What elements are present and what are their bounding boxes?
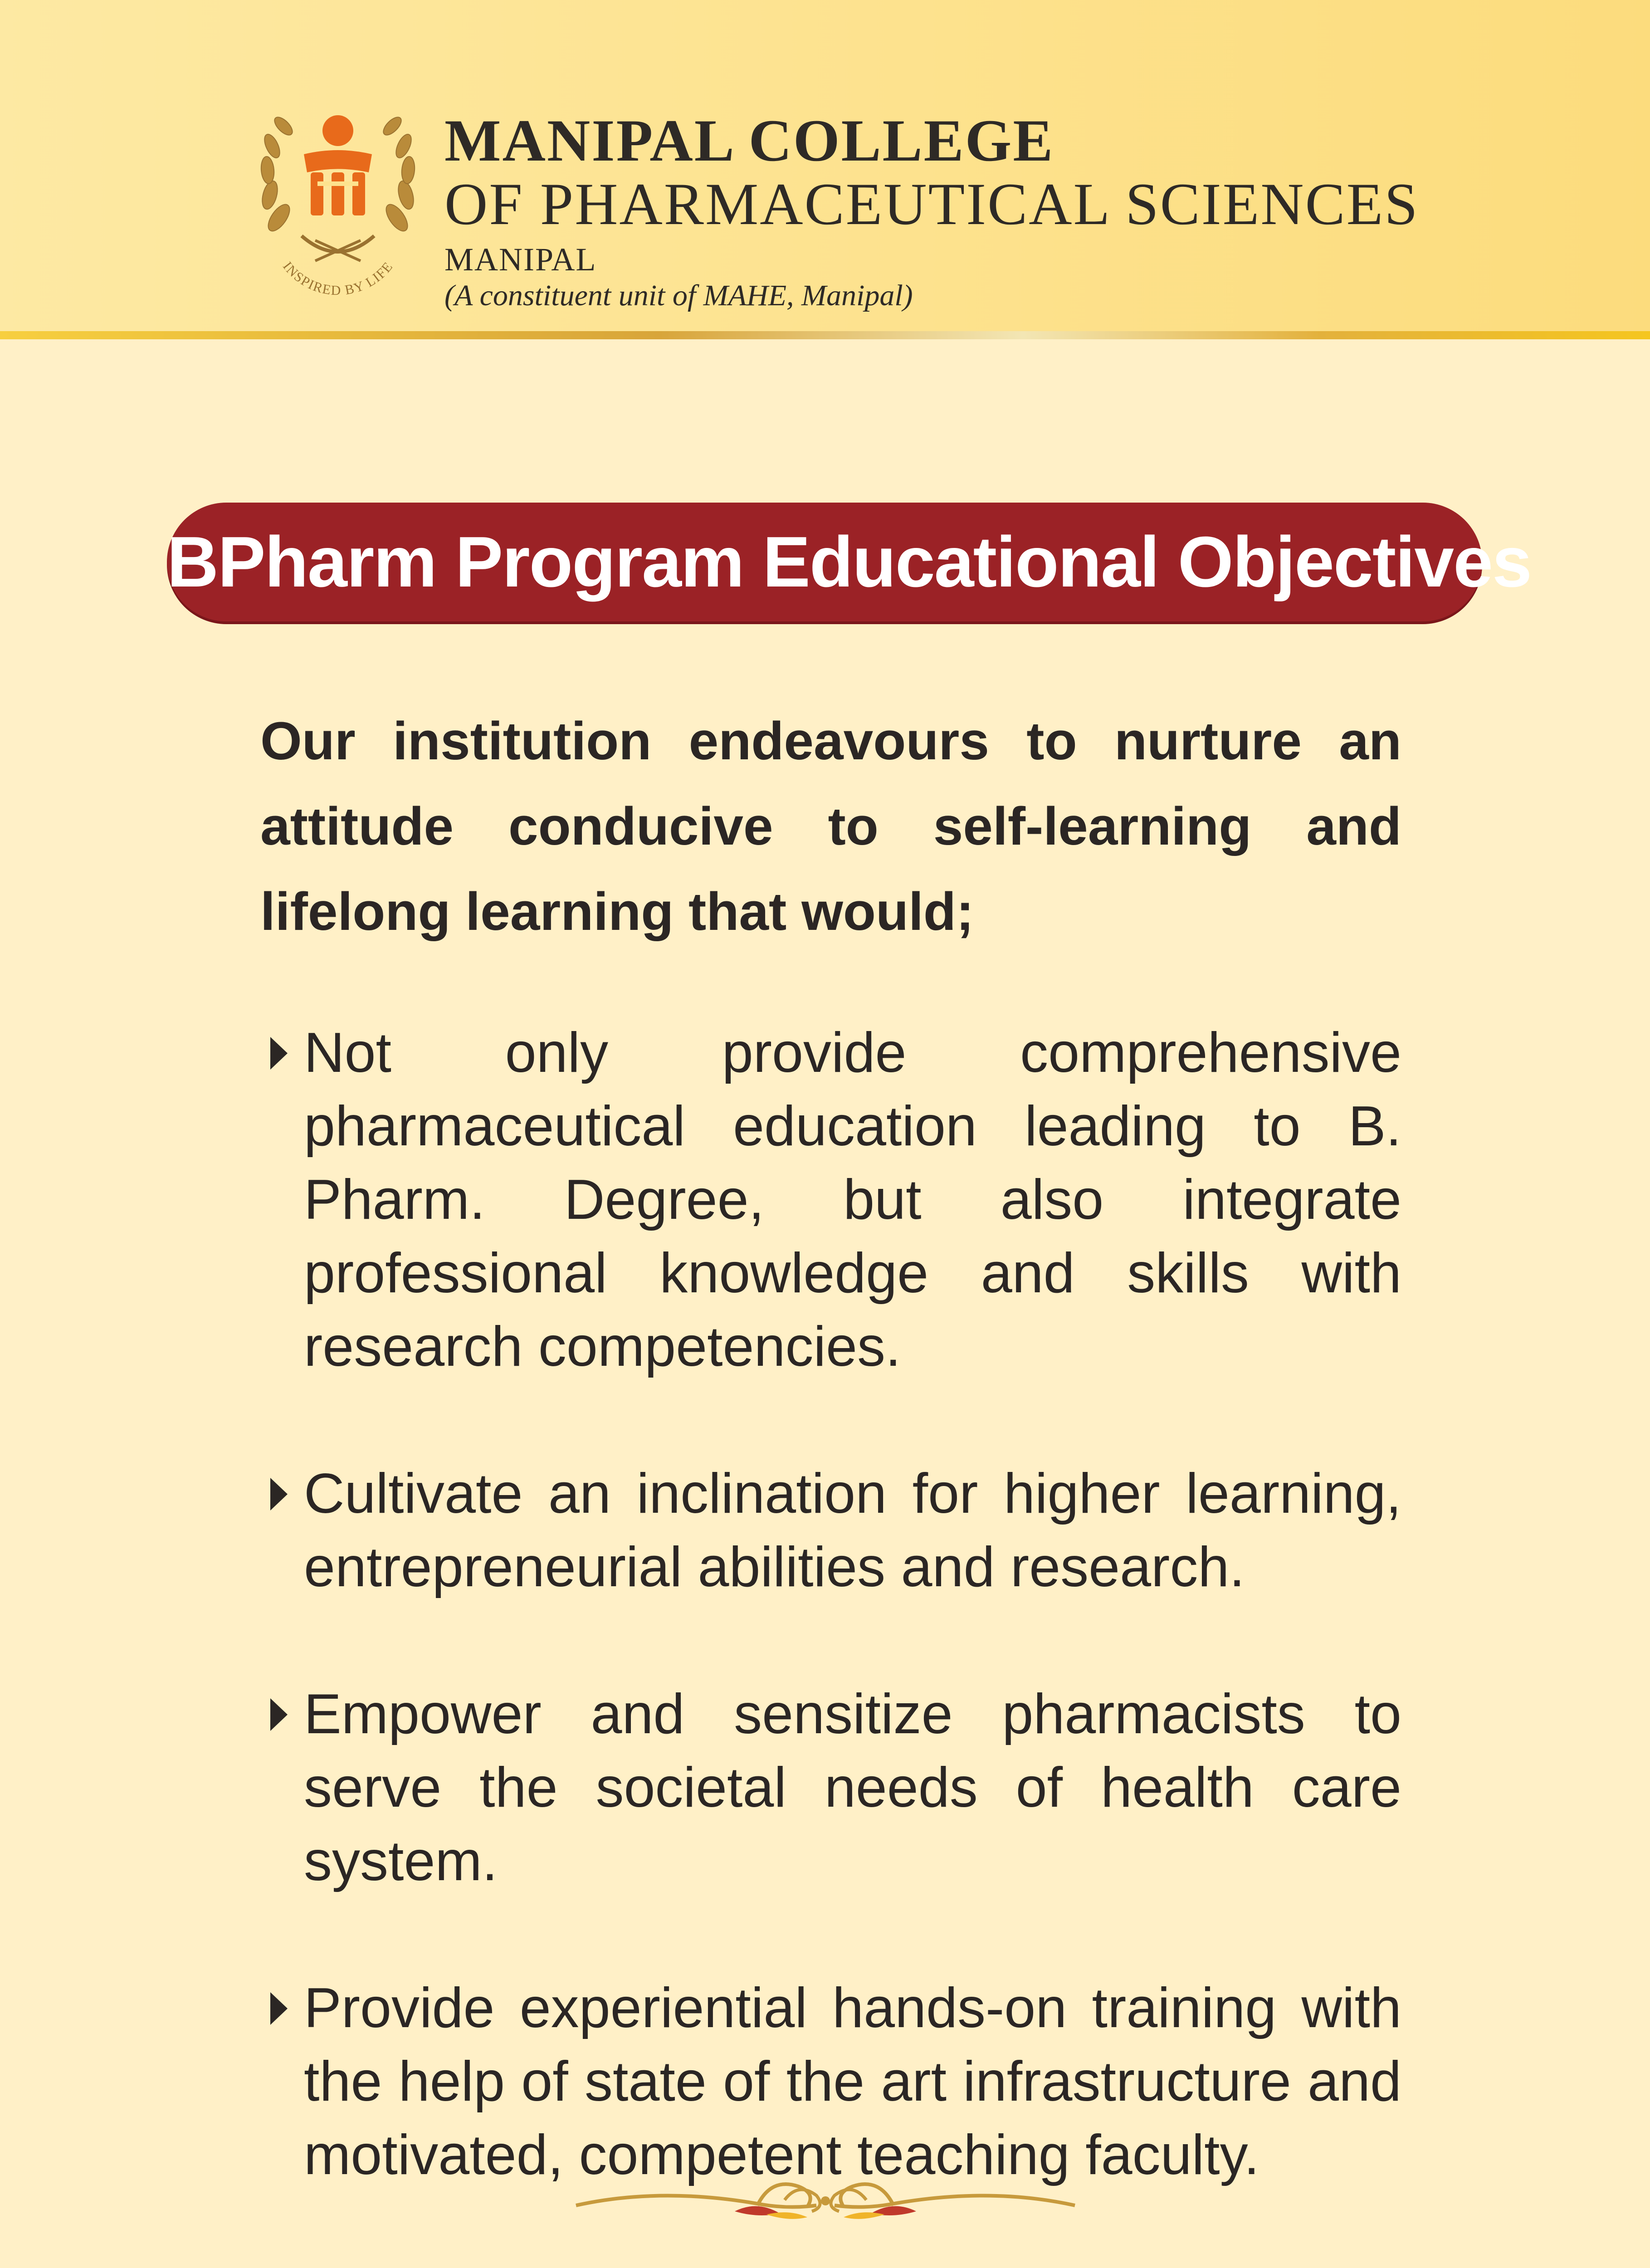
college-name-block [444,109,1533,314]
ornamental-scroll-divider-icon [571,2164,1079,2232]
page-title: BPharm Program Educational Objectives [167,522,1531,602]
college-location: MANIPAL [444,241,597,278]
college-name-line2: OF PHARMACEUTICAL SCIENCES [444,171,1419,237]
triangle-bullet-icon [270,1992,288,2025]
objective-text: Cultivate an inclination for higher learning, entrepreneurial abilities and research. [304,1462,1401,1598]
mahe-laurel-logo-icon [247,104,429,299]
triangle-bullet-icon [270,1698,288,1731]
header-gold-rule [0,331,1650,339]
objective-item [260,1457,1401,1604]
objective-item [260,1971,1401,2192]
intro-paragraph: Our institution endeavours to nurture an attitude conducive to self-learning and lifelong learning that would; [260,711,1401,942]
objective-text: Empower and sensitize pharmacists to serve the societal needs of health care system. [304,1683,1401,1892]
objectives-list [260,1016,1401,2265]
objective-text: Provide experiential hands-on training with the help of state of the art infrastructure and motivated, competent teaching faculty. [304,1977,1401,2186]
objective-text: Not only provide comprehensive pharmaceutical education leading to B. Pharm. Degree, but also integrate professional knowledge and skills with research competencies. [304,1022,1401,1378]
objective-item [260,1016,1401,1383]
college-name-line1: MANIPAL COLLEGE [444,107,1054,174]
svg-text:INSPIRED BY LIFE: INSPIRED BY LIFE [280,259,396,298]
college-affiliation: (A constituent unit of MAHE, Manipal) [444,279,913,312]
triangle-bullet-icon [270,1037,288,1070]
title-banner [167,503,1531,621]
triangle-bullet-icon [270,1478,288,1510]
objective-item [260,1677,1401,1898]
